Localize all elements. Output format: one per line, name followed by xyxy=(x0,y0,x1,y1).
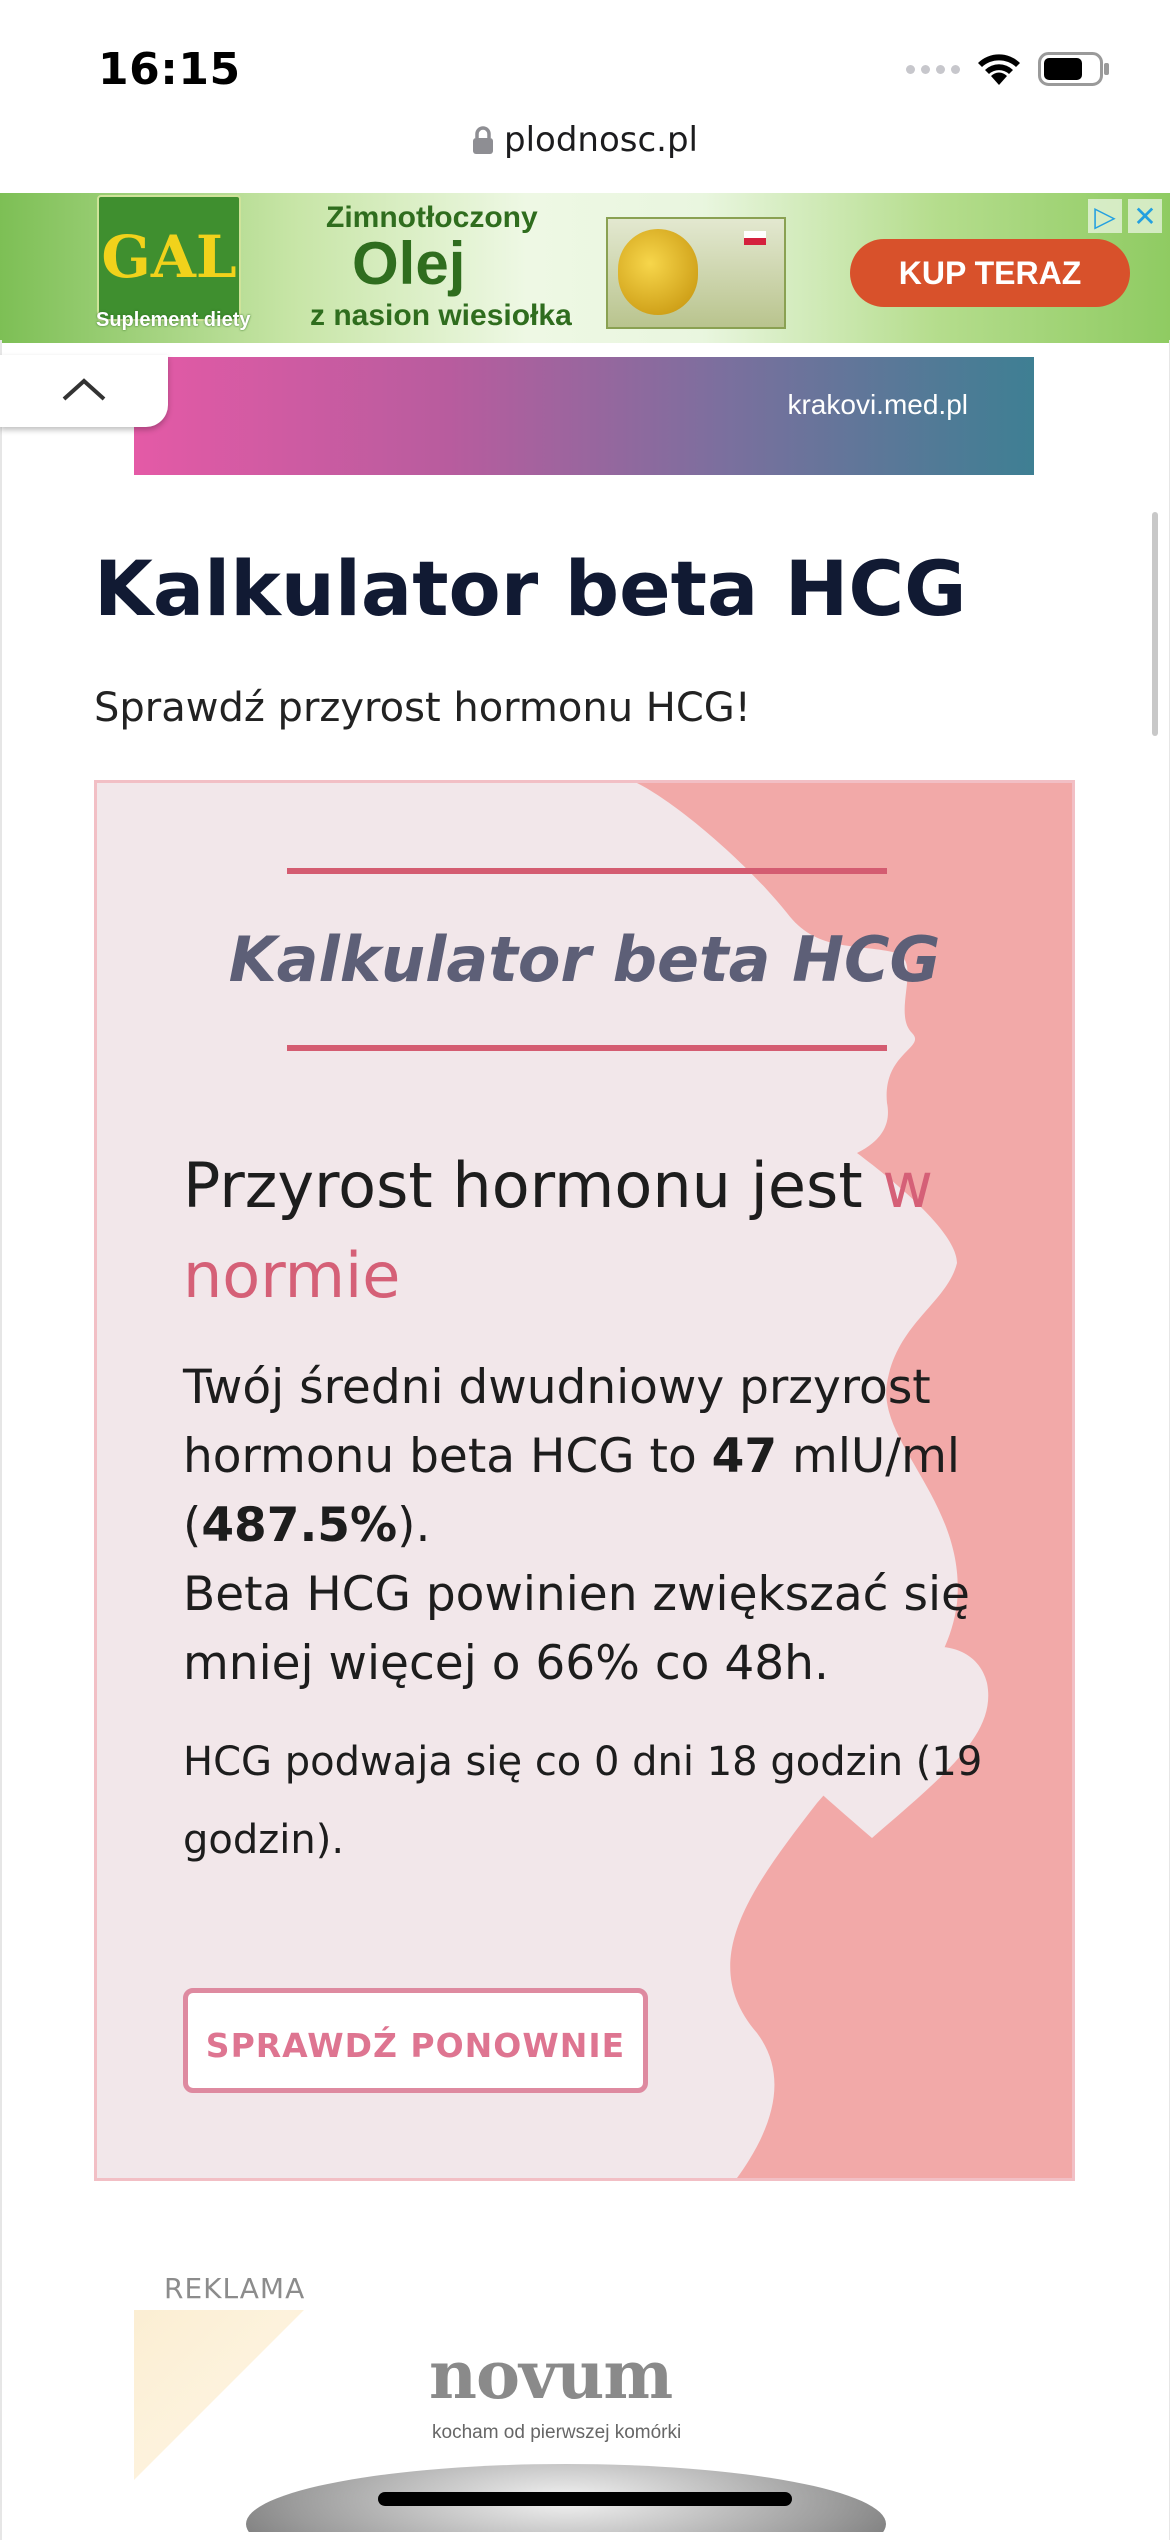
status-time: 16:15 xyxy=(98,44,241,95)
cellular-signal-icon xyxy=(906,65,960,74)
ad-product-image xyxy=(606,217,786,329)
home-indicator[interactable] xyxy=(378,2492,792,2506)
ad-supplement-label: Suplement diety xyxy=(96,309,251,331)
collapse-ad-button[interactable] xyxy=(0,355,168,427)
ad-banner-strip[interactable] xyxy=(134,357,1034,475)
doubling-time: HCG podwaja się co 0 dni 18 godzin (19 godzin). xyxy=(183,1739,983,1863)
avg-text: Twój średni dwudniowy przyrost hormonu beta HCG to xyxy=(183,1360,931,1484)
result-prefix: Przyrost hormonu jest xyxy=(183,1149,863,1222)
title-rule-bottom xyxy=(287,1045,887,1051)
adchoices-icon[interactable]: ▷ xyxy=(1088,199,1122,233)
result-details: Twój średni dwudniowy przyrost hormonu beta HCG to 47 mlU/ml (487.5%). Beta HCG powinien zwiększać się mniej więcej o 66% co 48h. xyxy=(183,1360,970,1691)
ad-label: REKLAMA xyxy=(164,2272,306,2305)
ad-banner-top[interactable] xyxy=(0,193,1170,343)
ad-line-3: z nasion wiesiołka xyxy=(310,299,572,332)
gal-logo: GAL xyxy=(97,195,241,321)
page-subtitle: Sprawdź przyrost hormonu HCG! xyxy=(94,685,751,731)
title-rule-top xyxy=(287,868,887,874)
avg-percent: 487.5% xyxy=(201,1498,398,1553)
avg-unit: mlU/ml xyxy=(792,1429,960,1484)
ad-strip-domain: krakovi.med.pl xyxy=(787,389,968,420)
avg-value: 47 xyxy=(711,1429,778,1484)
ad-line-1: Zimnotłoczony xyxy=(326,201,538,234)
url-text: plodnosc.pl xyxy=(503,120,698,160)
status-bar xyxy=(0,0,1170,140)
address-bar[interactable] xyxy=(0,120,1170,164)
page-title: Kalkulator beta HCG xyxy=(94,544,967,633)
status-icons xyxy=(906,52,1110,86)
lock-icon xyxy=(472,124,494,164)
novum-logo-text: novum xyxy=(429,2336,673,2414)
ad-buy-button[interactable]: KUP TERAZ xyxy=(850,239,1130,307)
ad-controls xyxy=(1088,199,1162,233)
chevron-up-icon xyxy=(61,376,107,406)
ad-decoration xyxy=(134,2310,304,2480)
check-again-button[interactable]: SPRAWDŹ PONOWNIE xyxy=(183,1988,648,2093)
novum-logo xyxy=(429,2336,672,2414)
calculator-card xyxy=(94,780,1075,2181)
scrollbar[interactable] xyxy=(1152,512,1158,736)
ad-line-2: Olej xyxy=(352,230,466,297)
result-status: w normie xyxy=(183,1149,934,1312)
norm-text: Beta HCG powinien zwiększać się mniej więcej o 66% co 48h. xyxy=(183,1567,970,1691)
ad-close-icon[interactable]: ✕ xyxy=(1128,199,1162,233)
wifi-icon xyxy=(976,52,1022,86)
novum-tagline: kocham od pierwszej komórki xyxy=(432,2422,682,2443)
result-heading xyxy=(183,1141,983,1321)
card-title: Kalkulator beta HCG xyxy=(228,923,941,996)
battery-icon xyxy=(1038,52,1110,86)
